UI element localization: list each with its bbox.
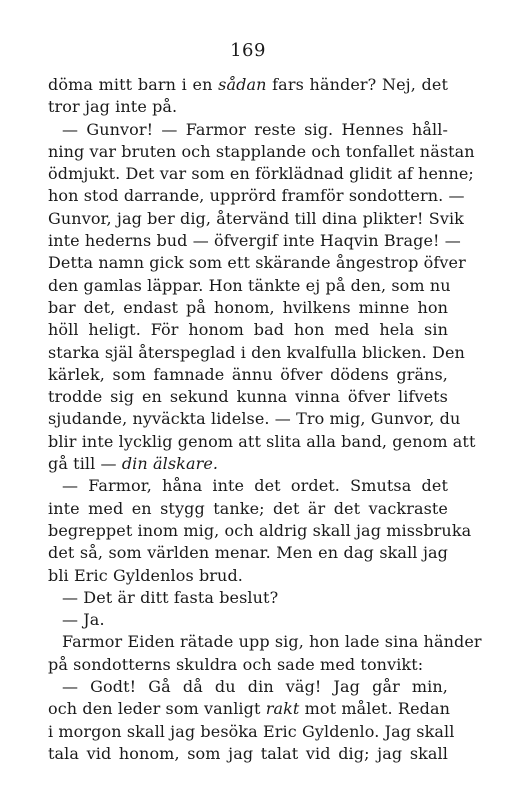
text-line: den gamlas läppar. Hon tänkte ej på den, som nu bbox=[48, 275, 451, 295]
page-number: 169 bbox=[230, 40, 266, 61]
text-line: och den leder som vanligt rakt mot målet. Redan bbox=[48, 699, 451, 719]
text-line: starka själ återspeglad i den kvalfulla blicken. Den bbox=[48, 342, 465, 362]
text-line: kärlek, som famnade ännu öfver dödens gräns, bbox=[48, 364, 448, 384]
text-line: bar det, endast på honom, hvilkens minne hon bbox=[48, 297, 448, 317]
text-line: — Godt! Gå då du din väg! Jag går min, bbox=[62, 677, 448, 697]
text-line: — Ja. bbox=[62, 610, 105, 630]
text-line: höll heligt. För honom bad hon med hela sin bbox=[48, 320, 448, 340]
text-line: ödmjukt. Det var som en förklädnad glidit af henne; bbox=[48, 164, 474, 184]
text-line: tala vid honom, som jag talat vid dig; jag skall bbox=[48, 743, 448, 763]
text-line: inte med en stygg tanke; det är det vackraste bbox=[48, 498, 448, 518]
text-line: Gunvor, jag ber dig, återvänd till dina plikter! Svik bbox=[48, 208, 464, 228]
text-line: — Det är ditt fasta beslut? bbox=[62, 587, 279, 607]
text-line: Detta namn gick som ett skärande ångestrop öfver bbox=[48, 253, 466, 273]
body-text bbox=[48, 74, 482, 765]
text-line: — Farmor, håna inte det ordet. Smutsa det bbox=[62, 476, 448, 496]
text-line: begreppet inom mig, och aldrig skall jag missbruka bbox=[48, 520, 472, 540]
text-line: gå till — din älskare. bbox=[48, 454, 219, 474]
text-line: tror jag inte på. bbox=[48, 97, 178, 117]
text-line: ning var bruten och stapplande och tonfallet nästan bbox=[48, 141, 475, 161]
text-line: — Gunvor! — Farmor reste sig. Hennes håll- bbox=[62, 119, 448, 139]
text-line: sjudande, nyväckta lidelse. — Tro mig, Gunvor, du bbox=[48, 409, 461, 429]
text-line: döma mitt barn i en sådan fars händer? Nej, det bbox=[48, 75, 448, 94]
text-line: i morgon skall jag besöka Eric Gyldenlo. Jag skall bbox=[48, 721, 455, 741]
text-line: hon stod darrande, upprörd framför sondottern. — bbox=[48, 186, 465, 206]
text-line: bli Eric Gyldenlos brud. bbox=[48, 565, 243, 585]
text-line: Farmor Eiden rätade upp sig, hon lade sina händer bbox=[62, 632, 482, 652]
book-page bbox=[48, 40, 482, 765]
text-line: blir inte lycklig genom att slita alla band, genom att bbox=[48, 431, 476, 451]
text-line: det så, som världen menar. Men en dag skall jag bbox=[48, 543, 448, 563]
text-line: trodde sig en sekund kunna vinna öfver lifvets bbox=[48, 387, 448, 407]
text-line: inte hederns bud — öfvergif inte Haqvin Brage! — bbox=[48, 231, 461, 251]
text-line: på sondotterns skuldra och sade med tonvikt: bbox=[48, 654, 424, 674]
